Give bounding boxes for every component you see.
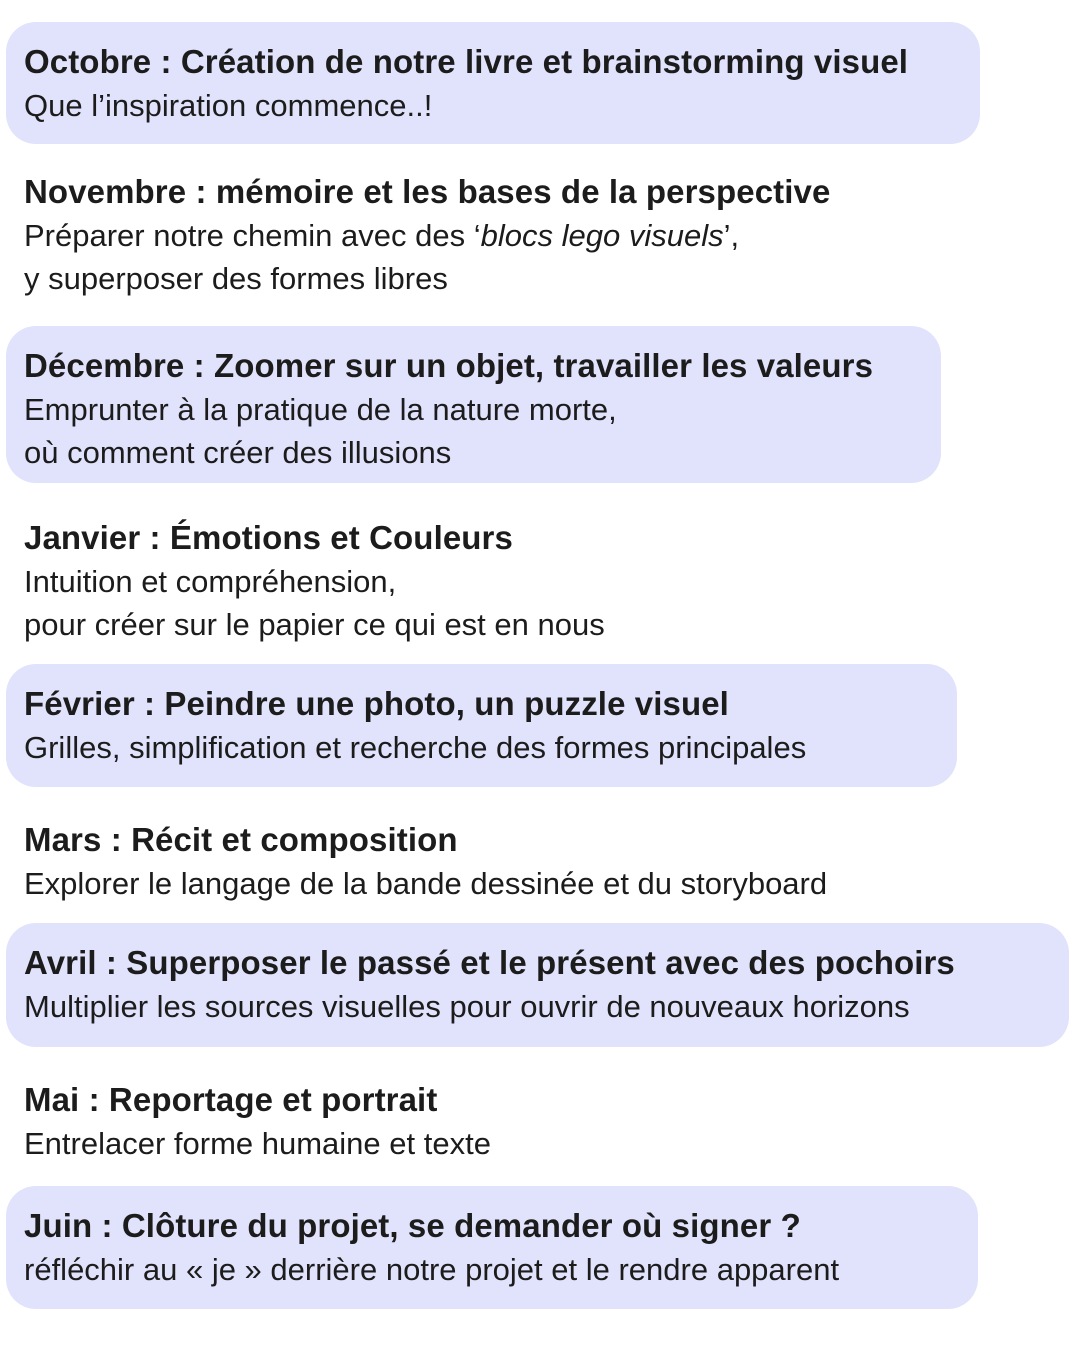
month-entry-mai (6, 1060, 980, 1178)
entry-title: Avril : Superposer le passé et le présent avec des pochoirs (24, 944, 955, 981)
month-entry-decembre (6, 326, 941, 483)
entry-title: Juin : Clôture du projet, se demander où signer ? (24, 1207, 801, 1244)
entry-text-fragment: ’, (723, 218, 740, 253)
entry-description-line: pour créer sur le papier ce qui est en nous (24, 607, 605, 642)
entry-description-line: Intuition et compréhension, (24, 564, 397, 599)
month-entry-fevrier (6, 664, 957, 787)
entry-description-line: Entrelacer forme humaine et texte (24, 1126, 491, 1161)
entry-description-line: où comment créer des illusions (24, 435, 452, 470)
month-entry-janvier (6, 498, 980, 658)
entry-title: Octobre : Création de notre livre et brainstorming visuel (24, 43, 909, 80)
month-entry-mars (6, 800, 980, 920)
entry-title: Décembre : Zoomer sur un objet, travailler les valeurs (24, 347, 874, 384)
entry-title: Janvier : Émotions et Couleurs (24, 519, 513, 556)
entry-description-line: y superposer des formes libres (24, 261, 448, 296)
entry-title: Mars : Récit et composition (24, 821, 458, 858)
month-entry-novembre (6, 152, 980, 312)
entry-description-line: Grilles, simplification et recherche des formes principales (24, 730, 807, 765)
month-entry-juin (6, 1186, 978, 1309)
entry-description-line: Emprunter à la pratique de la nature morte, (24, 392, 617, 427)
entry-description-line: réfléchir au « je » derrière notre projet et le rendre apparent (24, 1252, 840, 1287)
entry-title: Février : Peindre une photo, un puzzle visuel (24, 685, 729, 722)
entry-title: Novembre : mémoire et les bases de la perspective (24, 173, 831, 210)
entry-title: Mai : Reportage et portrait (24, 1081, 438, 1118)
entry-text-fragment: Préparer notre chemin avec des ‘ (24, 218, 481, 253)
month-entry-octobre (6, 22, 980, 144)
entry-emphasis: blocs lego visuels (480, 218, 724, 253)
entry-description-line: Que l’inspiration commence..! (24, 88, 433, 123)
entry-description-line: Multiplier les sources visuelles pour ouvrir de nouveaux horizons (24, 989, 910, 1024)
month-entry-avril (6, 923, 1069, 1047)
entry-description-line: Explorer le langage de la bande dessinée et du storyboard (24, 866, 828, 901)
entry-description-line (24, 214, 962, 257)
